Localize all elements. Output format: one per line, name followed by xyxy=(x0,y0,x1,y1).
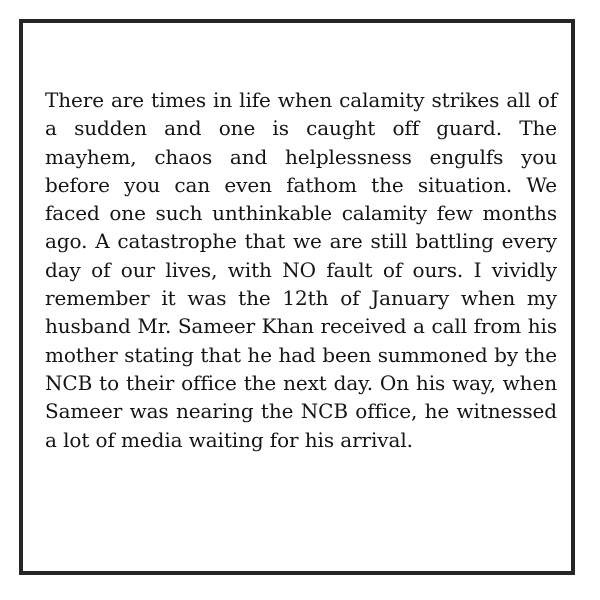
statement-paragraph: There are times in life when calamity strikes all of a sudden and one is caught off guard. The mayhem, chaos and helplessness engulfs you before you can even fathom the situation. We faced one such unthinkable calamity few months ago. A catastrophe that we are still battling every day of our lives, with NO fault of ours. I vividly remember it was the 12th of January when my husband Mr. Sameer Khan received a call from his mother stating that he had been summoned by the NCB to their office the next day. On his way, when Sameer was nearing the NCB office, he witnessed a lot of media waiting for his arrival. xyxy=(45,88,557,452)
